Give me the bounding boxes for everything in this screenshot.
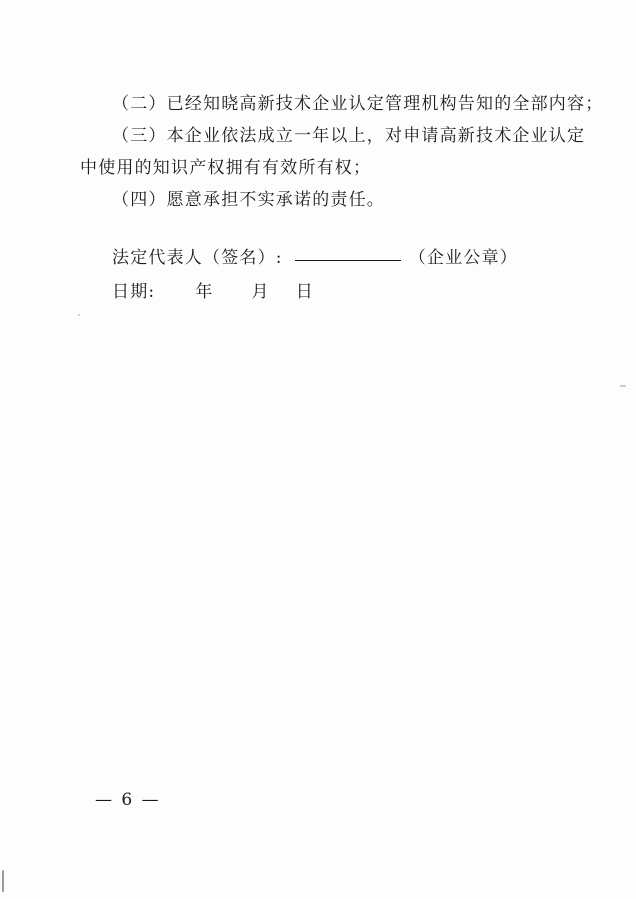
scan-artifact [620,385,626,387]
date-label: 日期: [112,282,156,302]
signature-row [112,247,518,269]
commitment-item-3: （三）本企业依法成立一年以上，对申请高新技术企业认定 [112,126,586,146]
signature-blank-line [295,259,401,261]
date-month: 月 [251,282,270,302]
legal-representative-label: 法定代表人（签名）: [112,248,283,268]
date-day: 日 [295,282,314,302]
commitment-item-2: （二）已经知晓高新技术企业认定管理机构告知的全部内容； [112,94,604,114]
company-seal-label: （企业公章） [408,248,518,268]
date-row [112,281,314,303]
page-number: — 6 — [95,790,161,810]
scan-edge-artifact [2,870,4,892]
commitment-item-3-continued: 中使用的知识产权拥有有效所有权； [80,158,372,178]
date-year: 年 [195,282,214,302]
scan-artifact [78,314,80,316]
commitment-item-4: （四）愿意承担不实承诺的责任。 [112,190,385,210]
